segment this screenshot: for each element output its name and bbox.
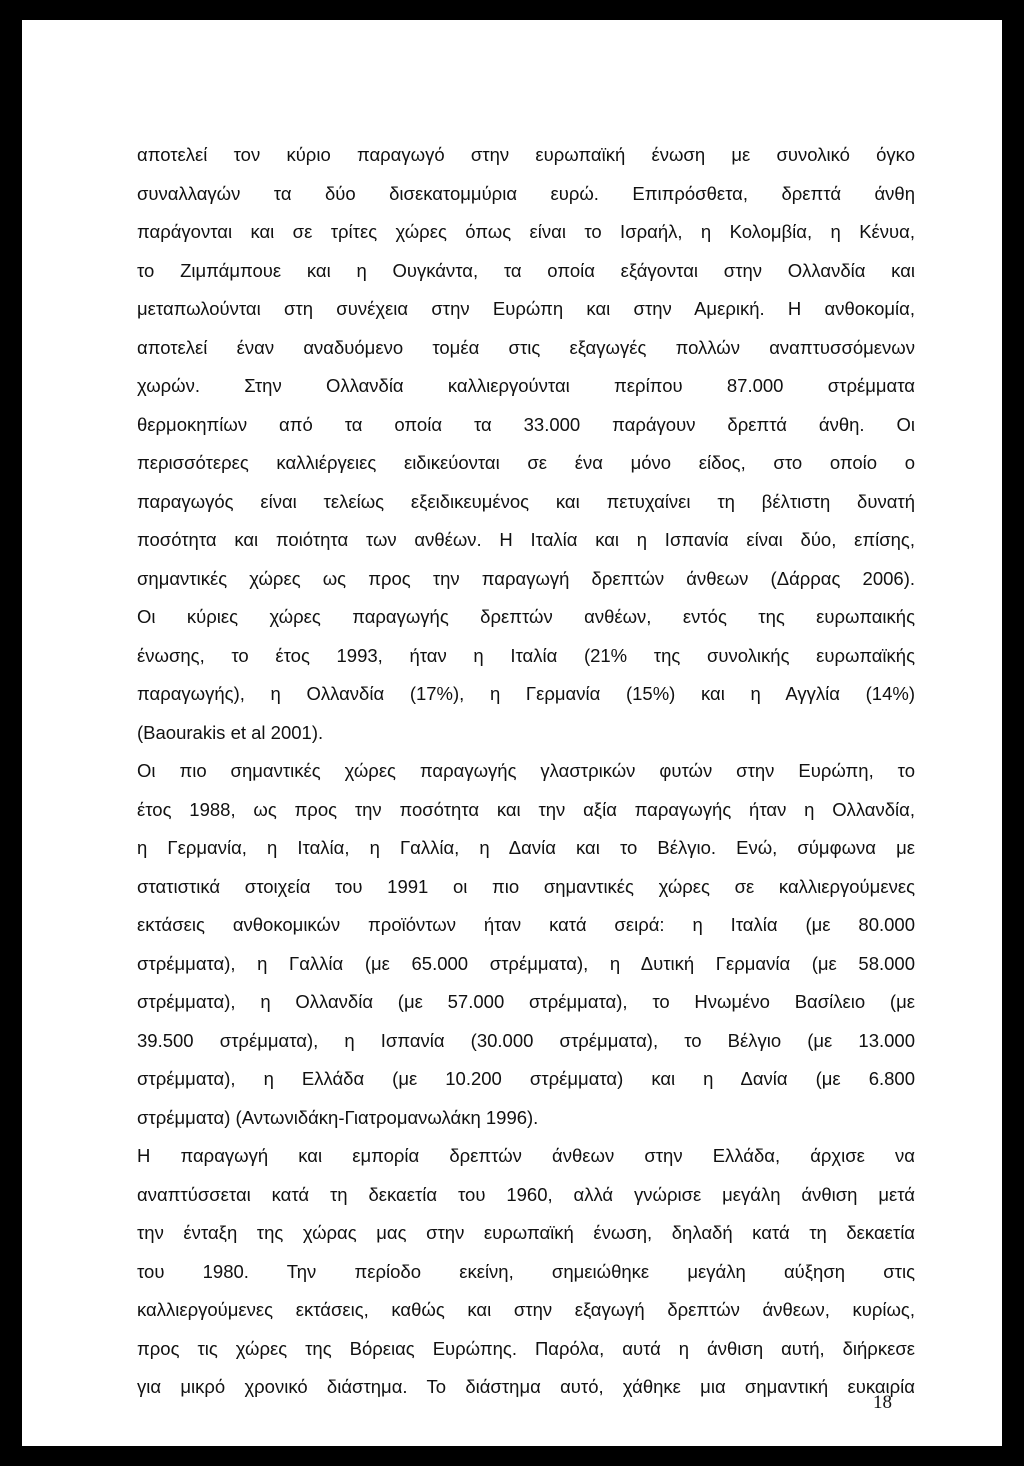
text-line: θερμοκηπίων από τα οποία τα 33.000 παράγουν δρεπτά άνθη. Οι	[137, 413, 915, 435]
text-line: παραγωγός είναι τελείως εξειδικευμένος και πετυχαίνει τη βέλτιστη δυνατή	[137, 490, 915, 512]
text-line: στρέμματα), η Ελλάδα (με 10.200 στρέμματα) και η Δανία (με 6.800	[137, 1068, 915, 1089]
text-line: περισσότερες καλλιέργειες ειδικεύονται σε ένα μόνο είδος, στο οποίο ο	[137, 452, 915, 473]
text-line: καλλιεργούμενες εκτάσεις, καθώς και στην εξαγωγή δρεπτών άνθεων, κυρίως,	[137, 1299, 915, 1320]
text-line: χωρών. Στην Ολλανδία καλλιεργούνται περίπου 87.000 στρέμματα	[137, 375, 915, 396]
text-line: παράγονται και σε τρίτες χώρες όπως είναι το Ισραήλ, η Κολομβία, η Κένυα,	[137, 221, 915, 242]
text-line: για μικρό χρονικό διάστημα. Το διάστημα αυτό, χάθηκε μια σημαντική ευκαιρία	[137, 1376, 915, 1397]
page-number: 18	[873, 1392, 892, 1413]
text-line: μεταπωλούνται στη συνέχεια στην Ευρώπη και στην Αμερική. Η ανθοκομία,	[137, 298, 915, 319]
text-line: στρέμματα), η Ολλανδία (με 57.000 στρέμματα), το Ηνωμένο Βασίλειο (με	[137, 991, 915, 1012]
text-line: εκτάσεις ανθοκομικών προϊόντων ήταν κατά σειρά: η Ιταλία (με 80.000	[137, 914, 915, 935]
body-text	[137, 136, 915, 1407]
text-line: Η παραγωγή και εμπορία δρεπτών άνθεων στην Ελλάδα, άρχισε να	[137, 1145, 915, 1166]
text-line: αναπτύσσεται κατά τη δεκαετία του 1960, αλλά γνώρισε μεγάλη άνθιση μετά	[137, 1183, 915, 1205]
text-line: έτος 1988, ως προς την ποσότητα και την αξία παραγωγής ήταν η Ολλανδία,	[137, 798, 915, 820]
text-line: 39.500 στρέμματα), η Ισπανία (30.000 στρέμματα), το Βέλγιο (με 13.000	[137, 1029, 915, 1051]
text-line: την ένταξη της χώρας μας στην ευρωπαϊκή ένωση, δηλαδή κατά τη δεκαετία	[137, 1222, 915, 1243]
text-line: στρέμματα), η Γαλλία (με 65.000 στρέμματα), η Δυτική Γερμανία (με 58.000	[137, 952, 915, 974]
text-line: αποτελεί τον κύριο παραγωγό στην ευρωπαϊκή ένωση με συνολικό όγκο	[137, 144, 915, 165]
text-line: προς τις χώρες της Βόρειας Ευρώπης. Παρόλα, αυτά η άνθιση αυτή, διήρκεσε	[137, 1337, 915, 1359]
text-line: του 1980. Την περίοδο εκείνη, σημειώθηκε μεγάλη αύξηση στις	[137, 1260, 915, 1282]
text-line: (Baourakis et al 2001).	[137, 721, 324, 743]
text-line: ποσότητα και ποιότητα των ανθέων. Η Ιταλία και η Ισπανία είναι δύο, επίσης,	[137, 529, 915, 550]
text-line: στρέμματα) (Αντωνιδάκη-Γιατρομανωλάκη 1996).	[137, 1106, 539, 1128]
text-line: Οι πιο σημαντικές χώρες παραγωγής γλαστρικών φυτών στην Ευρώπη, το	[137, 760, 915, 781]
text-line: η Γερμανία, η Ιταλία, η Γαλλία, η Δανία και το Βέλγιο. Ενώ, σύμφωνα με	[137, 837, 915, 858]
document-page	[22, 20, 1002, 1446]
text-line: ένωσης, το έτος 1993, ήταν η Ιταλία (21% της συνολικής ευρωπαϊκής	[137, 644, 915, 666]
text-line: αποτελεί έναν αναδυόμενο τομέα στις εξαγωγές πολλών αναπτυσσόμενων	[137, 336, 915, 358]
text-line: παραγωγής), η Ολλανδία (17%), η Γερμανία (15%) και η Αγγλία (14%)	[137, 683, 915, 704]
text-line: συναλλαγών τα δύο δισεκατομμύρια ευρώ. Επιπρόσθετα, δρεπτά άνθη	[137, 182, 915, 204]
text-line: το Ζιμπάμπουε και η Ουγκάντα, τα οποία εξάγονται στην Ολλανδία και	[137, 259, 915, 281]
text-line: Οι κύριες χώρες παραγωγής δρεπτών ανθέων, εντός της ευρωπαικής	[137, 606, 915, 627]
text-line: σημαντικές χώρες ως προς την παραγωγή δρεπτών άνθεων (Δάρρας 2006).	[137, 567, 915, 589]
text-line: στατιστικά στοιχεία του 1991 οι πιο σημαντικές χώρες σε καλλιεργούμενες	[137, 875, 915, 897]
